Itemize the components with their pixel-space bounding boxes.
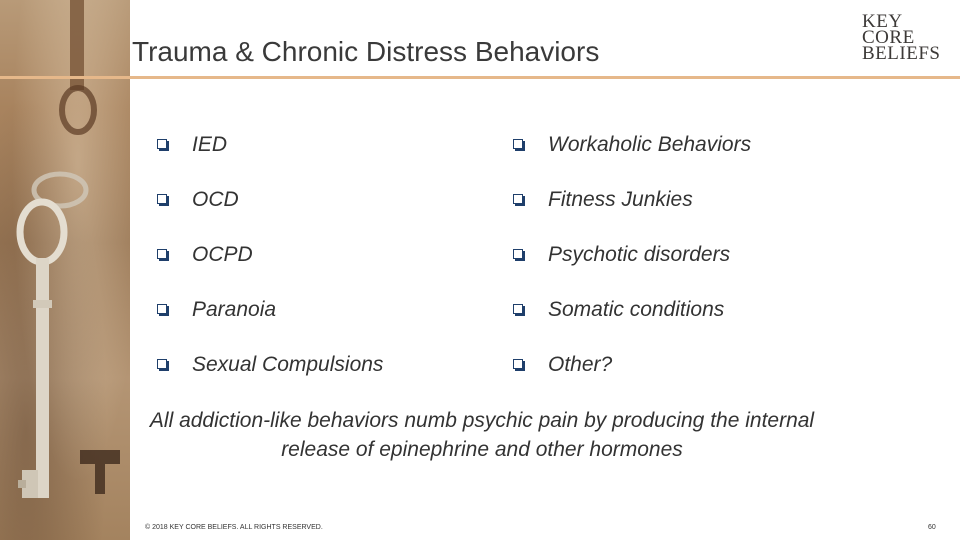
- title-underline: [0, 76, 960, 79]
- list-item-text: Psychotic disorders: [548, 243, 731, 266]
- checkbox-icon: [513, 359, 524, 370]
- list-item: [513, 293, 751, 348]
- logo-line-3: BELIEFS: [862, 43, 941, 64]
- checkbox-icon: [513, 249, 524, 260]
- list-item-text: Workaholic Behaviors: [548, 133, 752, 156]
- summary-line-1: All addiction-like behaviors numb psychic pain by producing the internal: [149, 409, 815, 432]
- list-item: [513, 238, 751, 293]
- checkbox-icon: [157, 139, 168, 150]
- list-item-text: Other?: [548, 353, 613, 376]
- list-item: [157, 348, 383, 403]
- list-item: [157, 293, 383, 348]
- checkbox-icon: [513, 139, 524, 150]
- key-core-beliefs-logo: [862, 11, 942, 64]
- checkbox-icon: [157, 249, 168, 260]
- list-item: [157, 183, 383, 238]
- logo-line-1: KEY: [862, 11, 903, 32]
- summary-line-2: release of epinephrine and other hormones: [281, 438, 683, 461]
- list-item-text: OCPD: [192, 243, 253, 266]
- right-bullet-list: [513, 128, 751, 403]
- checkbox-icon: [513, 194, 524, 205]
- logo-line-2: CORE: [862, 27, 915, 48]
- checkbox-icon: [157, 359, 168, 370]
- list-item-text: Sexual Compulsions: [192, 353, 384, 376]
- list-item: [513, 183, 751, 238]
- list-item-text: Paranoia: [192, 298, 277, 321]
- checkbox-icon: [157, 194, 168, 205]
- checkbox-icon: [513, 304, 524, 315]
- copyright-footer: © 2018 KEY CORE BELIEFS. ALL RIGHTS RESERVED.: [145, 524, 323, 531]
- list-item: [513, 128, 751, 183]
- list-item: [157, 238, 383, 293]
- list-item: [513, 348, 751, 403]
- checkbox-icon: [157, 304, 168, 315]
- page-number: 60: [928, 524, 936, 531]
- left-bullet-list: [157, 128, 383, 403]
- summary-text: [100, 406, 864, 464]
- list-item: [157, 128, 383, 183]
- list-item-text: Somatic conditions: [548, 298, 725, 321]
- slide-title: Trauma & Chronic Distress Behaviors: [132, 36, 600, 67]
- list-item-text: Fitness Junkies: [548, 188, 693, 211]
- list-item-text: OCD: [192, 188, 239, 211]
- list-item-text: IED: [192, 133, 228, 156]
